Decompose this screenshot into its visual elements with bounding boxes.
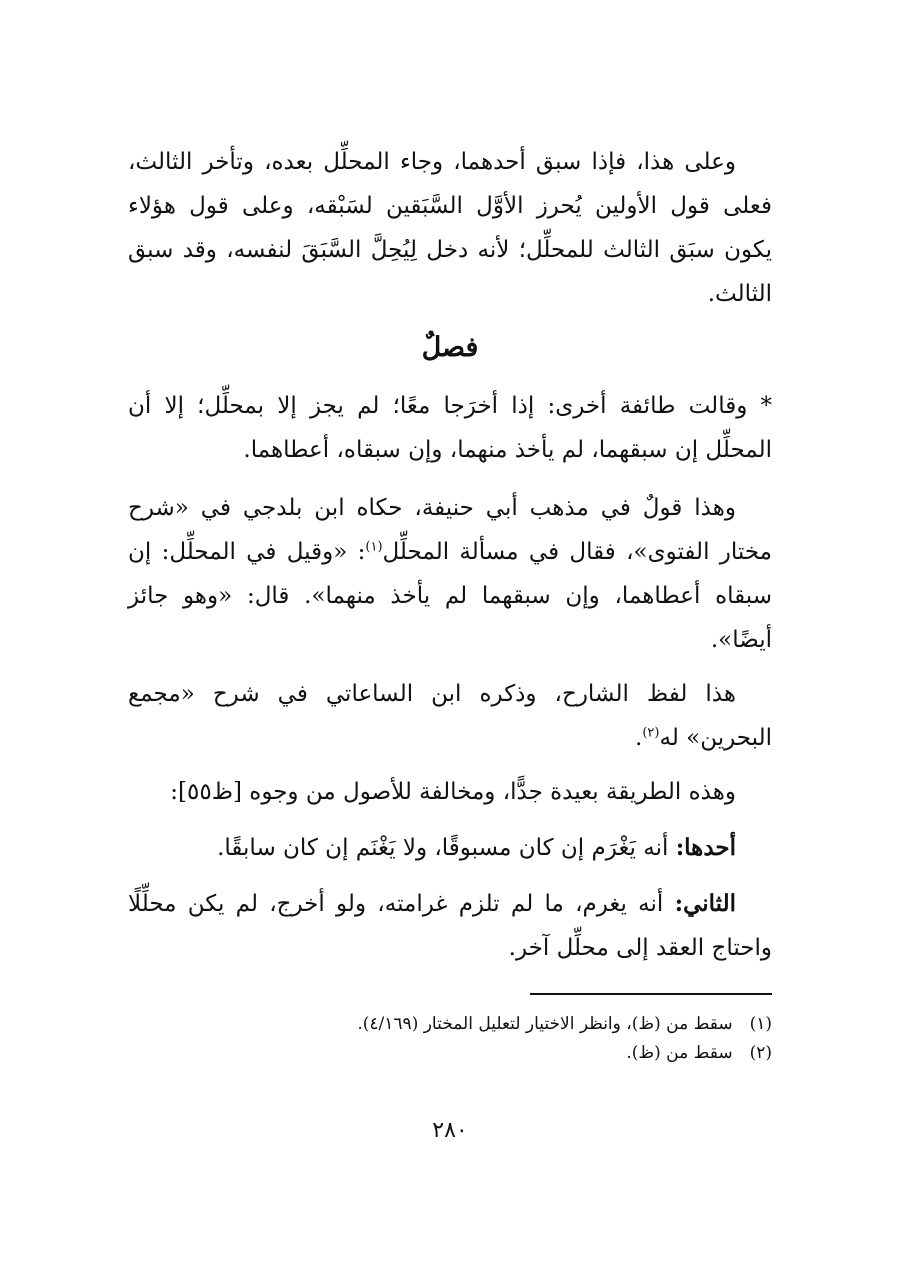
point-text: أنه يَغْرَم إن كان مسبوقًا، ولا يَغْنَم إن كان سابقًا. [217, 835, 676, 861]
paragraph [128, 140, 772, 316]
paragraph [128, 672, 772, 760]
paragraph-text: . [635, 725, 643, 751]
paragraph-text: * وقالت طائفة أخرى: إذا أخرَجا معًا؛ لم يجز إلا بمحلِّل؛ إلا أن المحلِّل إن سبقهما، لم يأخذ منهما، وإن سبقاه، أعطاهما. [128, 393, 772, 463]
footnote-reference[interactable]: (١) [365, 539, 383, 555]
footnote [128, 1039, 772, 1068]
point-text: أنه يغرم، ما لم تلزم غرامته، ولو أخرج، لم يكن محلِّلًا واحتاج العقد إلى محلِّل آخر. [128, 891, 772, 961]
footnote-number: (١) [749, 1014, 772, 1034]
page-number: ٢٨٠ [432, 1118, 468, 1143]
paragraph [128, 486, 772, 662]
paragraph [128, 384, 772, 472]
paragraph-text: وعلى هذا، فإذا سبق أحدهما، وجاء المحلِّل بعده، وتأخر الثالث، فعلى قول الأولين يُحرز الأوَّل السَّبَقين لسَبْقه، وعلى قول هؤلاء يكون سبَق الثالث للمحلِّل؛ لأنه دخل لِيُحِلَّ السَّبَقَ لنفسه، وقد سبق الثالث. [128, 149, 772, 307]
list-point [128, 882, 772, 970]
footnote-reference[interactable]: (٢) [642, 725, 660, 741]
paragraph-text: وهذه الطريقة بعيدة جدًّا، ومخالفة للأصول من وجوه [ظ٥٥]: [170, 779, 736, 805]
paragraph-text: : «وقيل في المحلِّل: إن سبقاه أعطاهما، وإن سبقهما لم يأخذ منهما». قال: «وهو جائز أيضًا». [128, 539, 772, 653]
footnote-text: سقط من (ظ). [626, 1043, 733, 1063]
footnote-text: سقط من (ظ)، وانظر الاختيار لتعليل المختار (٤/١٦٩). [357, 1014, 733, 1034]
paragraph [128, 770, 772, 814]
point-label: أحدها: [675, 834, 736, 861]
footnote [128, 1010, 772, 1039]
footnotes [128, 1010, 772, 1068]
list-point [128, 826, 772, 870]
footnote-number: (٢) [749, 1043, 772, 1063]
paragraph-text: وهذا قولٌ في مذهب أبي حنيفة، حكاه ابن بلدجي في «شرح مختار الفتوى»، فقال في مسألة المحلِّل [128, 495, 773, 565]
footnote-separator [530, 993, 772, 995]
point-label: الثاني: [674, 890, 736, 917]
section-heading: فصلٌ [421, 332, 479, 363]
paragraph-text: هذا لفظ الشارح، وذكره ابن الساعاتي في شرح «مجمع البحرين» له [128, 681, 772, 751]
